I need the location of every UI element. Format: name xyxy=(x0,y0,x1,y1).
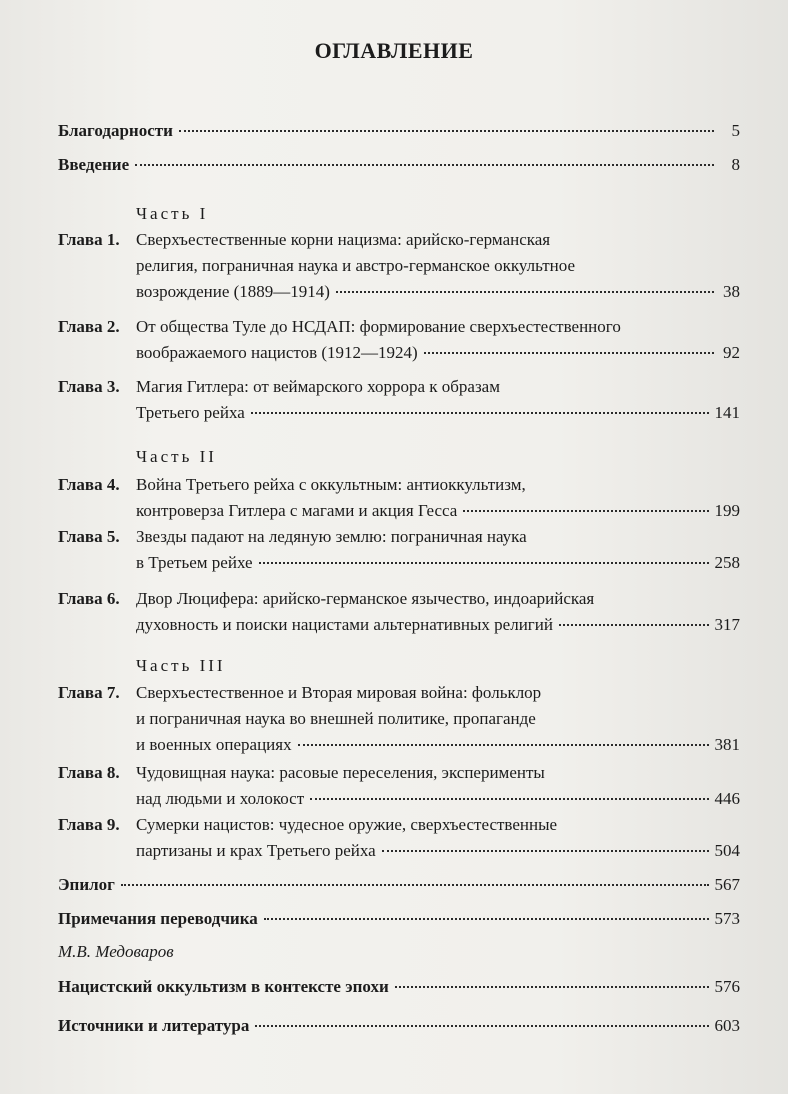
chapter-title-line: контроверза Гитлера с магами и акция Гесса xyxy=(136,501,458,520)
chapter-title-line: партизаны и крах Третьего рейха xyxy=(136,841,376,860)
chapter-title-line: и военных операциях xyxy=(136,735,292,754)
chapter-title-line: в Третьем рейхе xyxy=(136,553,253,572)
dot-leader xyxy=(259,562,709,564)
toc-entry-chapter-1[interactable] xyxy=(58,227,740,305)
dot-leader xyxy=(251,412,709,414)
toc-entry-chapter-4[interactable] xyxy=(58,472,740,524)
page-number: 446 xyxy=(714,789,740,808)
toc-entry-afterword[interactable] xyxy=(58,974,740,1000)
dot-leader xyxy=(310,798,708,800)
chapter-title-line: духовность и поиски нацистами альтернативных религий xyxy=(136,615,553,634)
chapter-prefix: Глава 2. xyxy=(58,317,120,336)
dot-leader xyxy=(298,744,709,746)
chapter-title-line: Третьего рейха xyxy=(136,403,245,422)
chapter-title-line: возрождение (1889—1914) xyxy=(136,282,330,301)
chapter-prefix: Глава 1. xyxy=(58,230,120,249)
toc-entry-epilogue[interactable] xyxy=(58,872,740,898)
toc-entry-intro[interactable] xyxy=(58,152,740,178)
toc-entry-translator-notes[interactable] xyxy=(58,906,740,932)
chapter-title-line: Сверхъестественные корни нацизма: арийско-германская xyxy=(136,230,551,249)
page-number: 92 xyxy=(723,343,740,362)
chapter-title-line: над людьми и холокост xyxy=(136,789,305,808)
page-number: 38 xyxy=(723,282,740,301)
part-heading-1: Часть I xyxy=(136,204,209,223)
chapter-prefix: Глава 3. xyxy=(58,377,120,396)
dot-leader xyxy=(121,884,709,886)
dot-leader xyxy=(179,130,714,132)
page-number: 573 xyxy=(714,909,740,928)
dot-leader xyxy=(336,291,714,293)
toc-entry-label: Эпилог xyxy=(58,875,115,894)
page-number: 5 xyxy=(731,121,740,140)
dot-leader xyxy=(559,624,709,626)
chapter-title-line: Двор Люцифера: арийско-германское язычество, индоарийская xyxy=(136,589,595,608)
dot-leader xyxy=(424,352,714,354)
chapter-title-line: Сумерки нацистов: чудесное оружие, сверхъестественные xyxy=(136,815,558,834)
toc-entry-chapter-2[interactable] xyxy=(58,314,740,366)
dot-leader xyxy=(382,850,709,852)
chapter-title-line: Чудовищная наука: расовые переселения, эксперименты xyxy=(136,763,545,782)
page-title: ОГЛАВЛЕНИЕ xyxy=(314,38,474,63)
toc-entry-chapter-3[interactable] xyxy=(58,374,740,426)
part-heading-3: Часть III xyxy=(136,656,226,675)
page-number: 504 xyxy=(714,841,740,860)
toc-entry-chapter-6[interactable] xyxy=(58,586,740,638)
dot-leader xyxy=(255,1025,708,1027)
dot-leader xyxy=(395,986,709,988)
toc-entry-label: Введение xyxy=(58,155,130,174)
toc-entry-label: Благодарности xyxy=(58,121,173,140)
part-heading-2: Часть II xyxy=(136,447,217,466)
chapter-prefix: Глава 6. xyxy=(58,589,120,608)
chapter-title-line: От общества Туле до НСДАП: формирование сверхъестественного xyxy=(136,317,621,336)
page-number: 567 xyxy=(714,875,740,894)
page-number: 199 xyxy=(714,501,740,520)
dot-leader xyxy=(463,510,708,512)
chapter-prefix: Глава 4. xyxy=(58,475,120,494)
page-number: 381 xyxy=(714,735,740,754)
chapter-title-line: Война Третьего рейха с оккультным: антиоккультизм, xyxy=(136,475,526,494)
chapter-title-line: Сверхъестественное и Вторая мировая война: фольклор xyxy=(136,683,542,702)
page-number: 258 xyxy=(714,553,740,572)
page-number: 576 xyxy=(714,977,740,996)
chapter-prefix: Глава 7. xyxy=(58,683,120,702)
toc-entry-chapter-9[interactable] xyxy=(58,812,740,864)
dot-leader xyxy=(135,164,714,166)
chapter-prefix: Глава 9. xyxy=(58,815,120,834)
chapter-title-line: Магия Гитлера: от веймарского хоррора к образам xyxy=(136,377,500,396)
toc-entry-label: Нацистский оккультизм в контексте эпохи xyxy=(58,977,389,996)
chapter-title-line: религия, пограничная наука и австро-германское оккультное xyxy=(136,256,575,275)
chapter-title-line: Звезды падают на ледяную землю: пограничная наука xyxy=(136,527,527,546)
chapter-prefix: Глава 5. xyxy=(58,527,120,546)
afterword-author: М.В. Медоваров xyxy=(58,942,174,961)
page-number: 8 xyxy=(731,155,740,174)
toc-entry-thanks[interactable] xyxy=(58,118,740,144)
page-number: 141 xyxy=(714,403,740,422)
page-number: 603 xyxy=(714,1016,740,1035)
page-number: 317 xyxy=(714,615,740,634)
toc-entry-chapter-8[interactable] xyxy=(58,760,740,812)
toc-entry-label: Примечания переводчика xyxy=(58,909,258,928)
toc-entry-chapter-7[interactable] xyxy=(58,680,740,758)
toc-entry-chapter-5[interactable] xyxy=(58,524,740,576)
chapter-title-line: и пограничная наука во внешней политике, пропаганде xyxy=(136,709,536,728)
dot-leader xyxy=(264,918,709,920)
toc-entry-sources[interactable] xyxy=(58,1013,740,1039)
toc-entry-label: Источники и литература xyxy=(58,1016,250,1035)
chapter-prefix: Глава 8. xyxy=(58,763,120,782)
chapter-title-line: воображаемого нацистов (1912—1924) xyxy=(136,343,418,362)
